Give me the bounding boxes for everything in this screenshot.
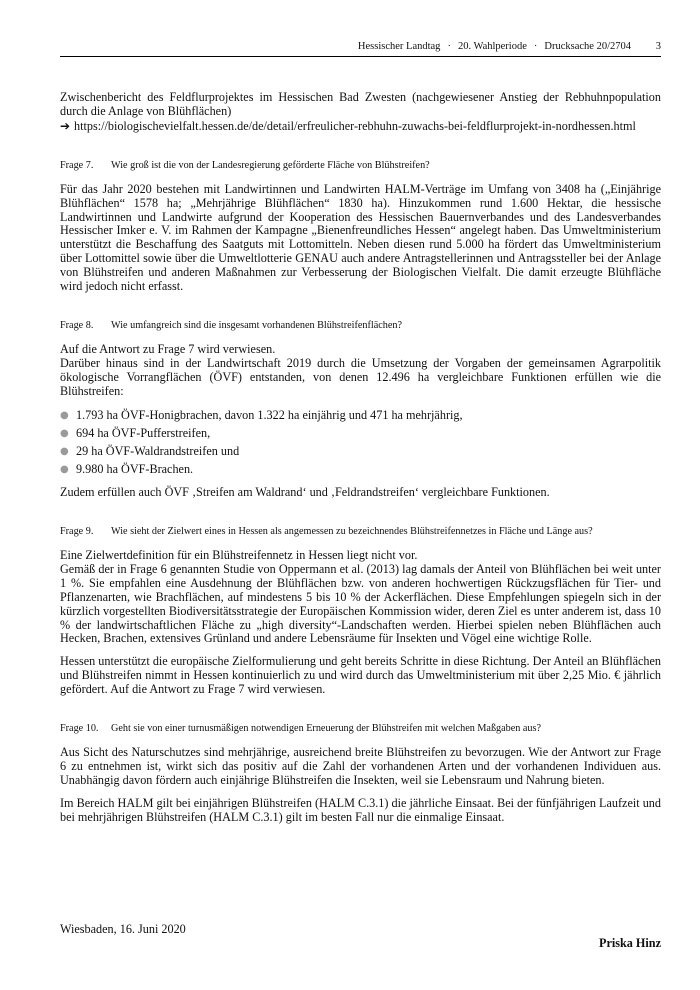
signature: Priska Hinz <box>599 936 661 950</box>
page-header <box>60 40 661 57</box>
answer-10-paragraph: Aus Sicht des Naturschutzes sind mehrjährige, ausreichend breite Blühstreifen zu bevorzugen. Wie der Antwort zur Frage 6 zu entnehmen ist, wirkt sich das positiv auf die Zahl der vorhandenen Arten und der vorhandenen Individuen aus. Unabhängig davon fördern auch einjährige Blühstreifen die Insekten, weil sie Lebensraum und Nahrung bieten. <box>60 745 661 787</box>
list-item: ● 1.793 ha ÖVF-Honigbrachen, davon 1.322 ha einjährig und 471 ha mehrjährig, <box>60 407 463 422</box>
bullet-icon: ● <box>60 409 69 421</box>
question-10 <box>60 723 661 735</box>
place-date: Wiesbaden, 16. Juni 2020 <box>60 922 186 936</box>
arrow-right-icon: ➔ <box>60 118 71 133</box>
question-number: Frage 10. <box>60 723 99 735</box>
answer-8-paragraph: Darüber hinaus sind in der Landwirtschaft 2019 durch die Umsetzung der Vorgaben der gemeinsamen Agrarpolitik ökologische Vorrangflächen (ÖVF) entstanden, von denen 12.496 ha vergleichbare Funktionen erfüllen wie die Blühstreifen: <box>60 355 661 398</box>
bullet-icon: ● <box>60 427 69 439</box>
list-item: ● 29 ha ÖVF-Waldrandstreifen und <box>60 444 240 458</box>
question-number: Frage 9. <box>60 526 94 538</box>
question-text: Wie groß ist die von der Landesregierung geförderte Fläche von Blühstreifen? <box>111 159 430 171</box>
oevf-list <box>60 409 661 478</box>
header-separator: · <box>447 41 451 52</box>
header-print-number: Drucksache 20/2704 <box>544 41 631 52</box>
header-separator: · <box>533 41 538 52</box>
list-item: ● 9.980 ha ÖVF-Brachen. <box>60 462 194 477</box>
intro-paragraph: Zwischenbericht des Feldflurprojektes im Hessischen Bad Zwesten (nachgewiesener Anstieg der Rebhuhnpopulation durch die Anlage von Blühflächen) <box>60 90 661 118</box>
list-item: ● 694 ha ÖVF-Pufferstreifen, <box>60 425 211 440</box>
header-parliament: Hessischer Landtag <box>357 41 441 52</box>
question-text: Wie sieht der Zielwert eines in Hessen als angemessen zu bezeichnendes Blühstreifennetzes in Fläche und Länge aus? <box>111 526 593 538</box>
question-number: Frage 7. <box>60 159 94 171</box>
answer-9-paragraph: Gemäß der in Frage 6 genannten Studie von Oppermann et al. (2013) lag damals der Anteil von Blühflächen bei weit unter 1 %. Sie empfahlen eine Ausdehnung der Blühflächen bzw. von anderen hochwertigen Rückzugsflächen für Tier- und Pflanzenarten, wie Brachflächen, auf mindestens 5 bis 10 % der Ackerflächen. Diese Empfehlungen spiegeln sich in der kürzlich vorgestellten Biodiversitätsstrategie der Europäischen Kommission wider, deren Ziel es unter anderem ist, dass 10 % der landwirtschaftlichen Fläche zu „high diversity“-Landschaften werden. Hierbei spielen neben Blühflächen auch Hecken, Brachen, extensives Grünland und andere Lebensräume für Insekten und Vögel eine wichtige Rolle. <box>60 561 661 646</box>
question-8 <box>60 320 661 332</box>
answer-7: Für das Jahr 2020 bestehen mit Landwirtinnen und Landwirten HALM-Verträge im Umfang von 3408 ha („Einjährige Blühflächen“ 1578 ha; „Mehrjährige Blühflächen“ 1830 ha). Hinzukommen rund 1.600 Hektar, die hessische Landwirtinnen und Landwirte aufgrund der Kooperation des Hessischen Bauernverbandes und des Landesverbandes Hessischer Imker e. V. im Rahmen der Kampagne „Bienenfreundliches Hessen“ angelegt haben. Das Umweltministerium unterstützt die Beschaffung des Saatguts mit Lottomitteln. Neben diesen rund 5.000 ha fördert das Umweltministerium über Lottomittel sowie über die Umweltlotterie GENAU auch andere Antragstellerinnen und Antragssteller bei der Anlage von Blühstreifen und anderen Maßnahmen zur Verbesserung der Biologischen Vielfalt. Die damit erzeugte Blühfläche wird jedoch nicht erfasst. <box>60 181 661 294</box>
question-text: Geht sie von einer turnusmäßigen notwendigen Erneuerung der Blühstreifen mit welchen Maßgaben aus? <box>111 723 542 735</box>
question-text: Wie umfangreich sind die insgesamt vorhandenen Blühstreifenflächen? <box>111 319 402 331</box>
header-text <box>358 40 631 54</box>
answer-8-reference: Auf die Antwort zu Frage 7 wird verwiesen. <box>60 341 276 356</box>
bullet-icon: ● <box>60 446 69 457</box>
answer-9-closing: Hessen unterstützt die europäische Zielformulierung und geht bereits Schritte in diese Richtung. Der Anteil an Blühflächen und Blühstreifen nimmt in Hessen kontinuierlich zu und wird durch das Umweltministerium mit über 2,25 Mio. € jährlich gefördert. Auf die Antwort zu Frage 7 wird verwiesen. <box>60 654 661 697</box>
page-number: 3 <box>655 41 661 52</box>
question-7 <box>60 160 661 172</box>
question-number: Frage 8. <box>60 319 94 331</box>
header-period: 20. Wahlperiode <box>457 41 527 52</box>
source-link-line <box>60 120 661 134</box>
answer-9-statement: Eine Zielwertdefinition für ein Blühstreifennetz in Hessen liegt nicht vor. <box>60 548 418 563</box>
page-content <box>60 91 661 825</box>
bullet-icon: ● <box>60 464 69 476</box>
answer-10-halm: Im Bereich HALM gilt bei einjährigen Blühstreifen (HALM C.3.1) die jährliche Einsaat. Bei der fünfjährigen Laufzeit und bei mehrjährigen Blühstreifen (HALM C.3.1) gilt im besten Fall nur die einmalige Einsaat. <box>60 795 661 824</box>
question-9 <box>60 526 661 538</box>
answer-8-closing: Zudem erfüllen auch ÖVF ‚Streifen am Waldrand‘ und ‚Feldrandstreifen‘ vergleichbare Funktionen. <box>60 485 550 500</box>
source-link[interactable]: https://biologischevielfalt.hessen.de/de/detail/erfreulicher-rebhuhn-zuwachs-bei-feldflurprojekt-in-nordhessen.html <box>74 118 636 133</box>
page-footer <box>60 922 661 962</box>
